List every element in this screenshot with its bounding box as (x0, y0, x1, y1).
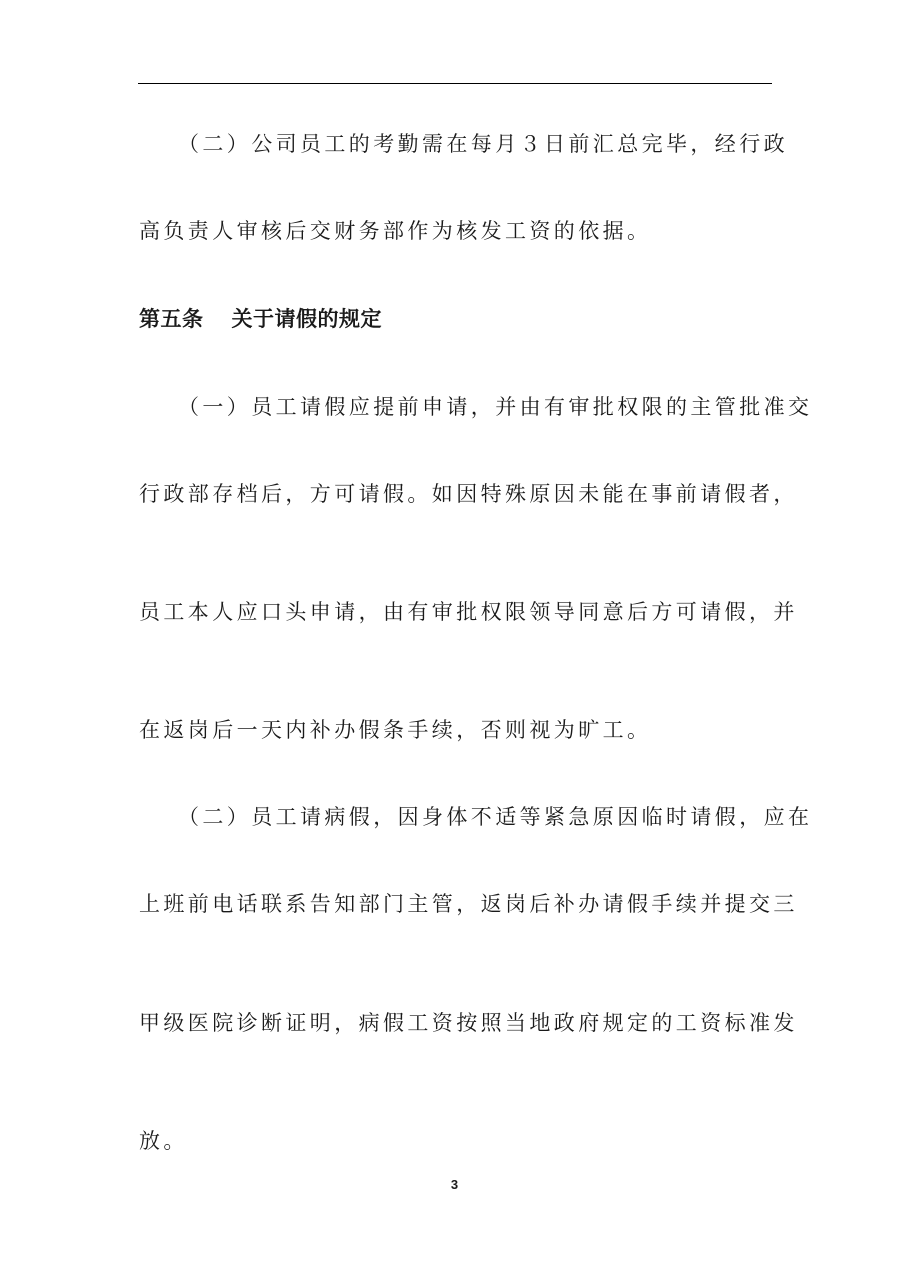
paragraph-line: （二）公司员工的考勤需在每月３日前汇总完毕，经行政 (178, 132, 788, 156)
paragraph-line: 甲级医院诊断证明，病假工资按照当地政府规定的工资标准发 (139, 1011, 798, 1035)
paragraph-line: 在返岗后一天内补办假条手续，否则视为旷工。 (139, 718, 652, 742)
section-article-number: 第五条 (139, 307, 204, 331)
page-number: 3 (450, 1177, 459, 1192)
paragraph-line: 员工本人应口头申请，由有审批权限领导同意后方可请假，并 (139, 600, 798, 624)
paragraph-line: （一）员工请假应提前申请，并由有审批权限的主管批准交 (178, 395, 813, 419)
paragraph-line: 行政部存档后，方可请假。如因特殊原因未能在事前请假者， (139, 482, 798, 506)
paragraph-line: （二）员工请病假，因身体不适等紧急原因临时请假，应在 (178, 805, 813, 829)
paragraph-line: 放。 (139, 1129, 188, 1153)
section-title: 关于请假的规定 (231, 307, 382, 331)
paragraph-line: 上班前电话联系告知部门主管，返岗后补办请假手续并提交三 (139, 892, 798, 916)
paragraph-line: 高负责人审核后交财务部作为核发工资的依据。 (139, 219, 652, 243)
header-rule (138, 83, 772, 84)
section-heading (139, 304, 779, 334)
